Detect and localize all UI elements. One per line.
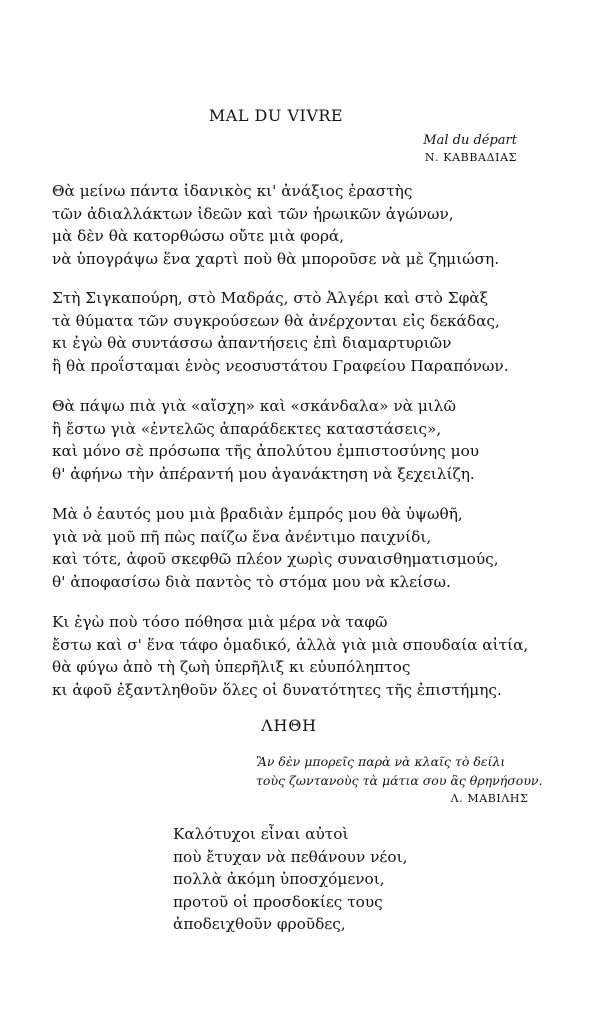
verse-line: Καλότυχοι εἶναι αὐτοὶ xyxy=(173,825,349,843)
epigraph-mal-du-vivre xyxy=(423,133,517,164)
epigraph-line: τοὺς ζωντανοὺς τὰ μάτια σου ἂς θρηνήσουν. xyxy=(256,773,543,788)
verse-line: μὰ δὲν θὰ κατορθώσω οὔτε μιὰ φορά, xyxy=(52,227,345,245)
epigraph-lithi xyxy=(256,752,543,808)
stanza-5 xyxy=(52,611,528,701)
verse-line: ἔστω καὶ σ' ἕνα τάφο ὁμαδικό, ἀλλὰ γιὰ μιὰ σπουδαία αἰτία, xyxy=(52,635,529,654)
verse-line: θὰ φύγω ἀπὸ τὴ ζωὴ ὑπερῆλιξ κι εὐυπόληπτος xyxy=(52,658,411,676)
verse-line: Στὴ Σιγκαπούρη, στὸ Μαδράς, στὸ Ἀλγέρι καὶ στὸ Σφὰξ xyxy=(52,289,489,307)
epigraph-line: Ἂν δὲν μπορεῖς παρὰ νὰ κλαῖς τὸ δείλι xyxy=(256,754,506,769)
verse-line: θ' ἀποφασίσω διὰ παντὸς τὸ στόμα μου νὰ κλείσω. xyxy=(52,572,451,591)
verse-line: κι ἐγὼ θὰ συντάσσω ἀπαντήσεις ἐπὶ διαμαρτυριῶν xyxy=(52,334,452,352)
epigraph-author: Ν. ΚΑΒΒΑΔΙΑΣ xyxy=(424,151,517,164)
stanza-3 xyxy=(52,395,479,485)
verse-line: Θὰ μείνω πάντα ἰδανικὸς κι' ἀνάξιος ἐραστὴς xyxy=(52,182,413,200)
verse-line: πολλὰ ἀκόμη ὑποσχόμενοι, xyxy=(173,870,385,888)
epigraph-text: Mal du départ xyxy=(423,133,517,148)
epigraph-author: Λ. ΜΑΒΙΛΗΣ xyxy=(450,792,529,805)
stanza-4 xyxy=(52,503,499,593)
verse-line: νὰ ὑπογράψω ἕνα χαρτὶ ποὺ θὰ μποροῦσε νὰ μὲ ζημιώση. xyxy=(52,249,500,268)
poem-title-mal-du-vivre: MAL DU VIVRE xyxy=(208,106,344,125)
verse-line: ποὺ ἔτυχαν νὰ πεθάνουν νέοι, xyxy=(173,847,408,866)
verse-line: Μὰ ὁ ἑαυτός μου μιὰ βραδιὰν ἐμπρός μου θὰ ὑψωθῆ, xyxy=(52,505,463,523)
verse-line: γιὰ νὰ μοῦ πῆ πὼς παίζω ἕνα ἀνέντιμο παιχνίδι, xyxy=(52,527,432,546)
verse-line: καὶ τότε, ἀφοῦ σκεφθῶ πλέον χωρὶς συναισθηματισμούς, xyxy=(52,550,499,568)
poem-title-lithi: ΛΗΘΗ xyxy=(261,716,317,735)
verse-line: θ' ἀφήνω τὴν ἀπέραντή μου ἀγανάκτηση νὰ ξεχειλίζη. xyxy=(52,464,475,483)
verse-line: κι ἀφοῦ ἐξαντληθοῦν ὅλες οἱ δυνατότητες τῆς ἐπιστήμης. xyxy=(52,680,502,699)
verse-line: τῶν ἀδιαλλάκτων ἰδεῶν καὶ τῶν ἡρωικῶν ἀγώνων, xyxy=(52,204,454,223)
verse-line: Θὰ πάψω πιὰ γιὰ «αἴσχη» καὶ «σκάνδαλα» νὰ μιλῶ xyxy=(52,397,456,415)
verse-line: προτοῦ οἱ προσδοκίες τους xyxy=(173,892,383,911)
verse-line: τὰ θύματα τῶν συγκρούσεων θὰ ἀνέρχονται εἰς δεκάδας, xyxy=(52,311,500,330)
verse-line: Κι ἐγὼ ποὺ τόσο πόθησα μιὰ μέρα νὰ ταφῶ xyxy=(52,613,388,631)
verse-line: ἢ ἔστω γιὰ «ἐντελῶς ἀπαράδεκτες καταστάσεις», xyxy=(52,419,442,438)
verse-line: καὶ μόνο σὲ πρόσωπα τῆς ἀπολύτου ἐμπιστοσύνης μου xyxy=(52,442,480,460)
stanza-2 xyxy=(52,287,509,377)
verse-line: ἀποδειχθοῦν φροῦδες, xyxy=(173,915,346,933)
stanza-1 xyxy=(52,180,499,270)
stanza-lithi xyxy=(173,823,407,936)
verse-line: ἢ θὰ προΐσταμαι ἑνὸς νεοσυστάτου Γραφείου Παραπόνων. xyxy=(52,356,509,375)
